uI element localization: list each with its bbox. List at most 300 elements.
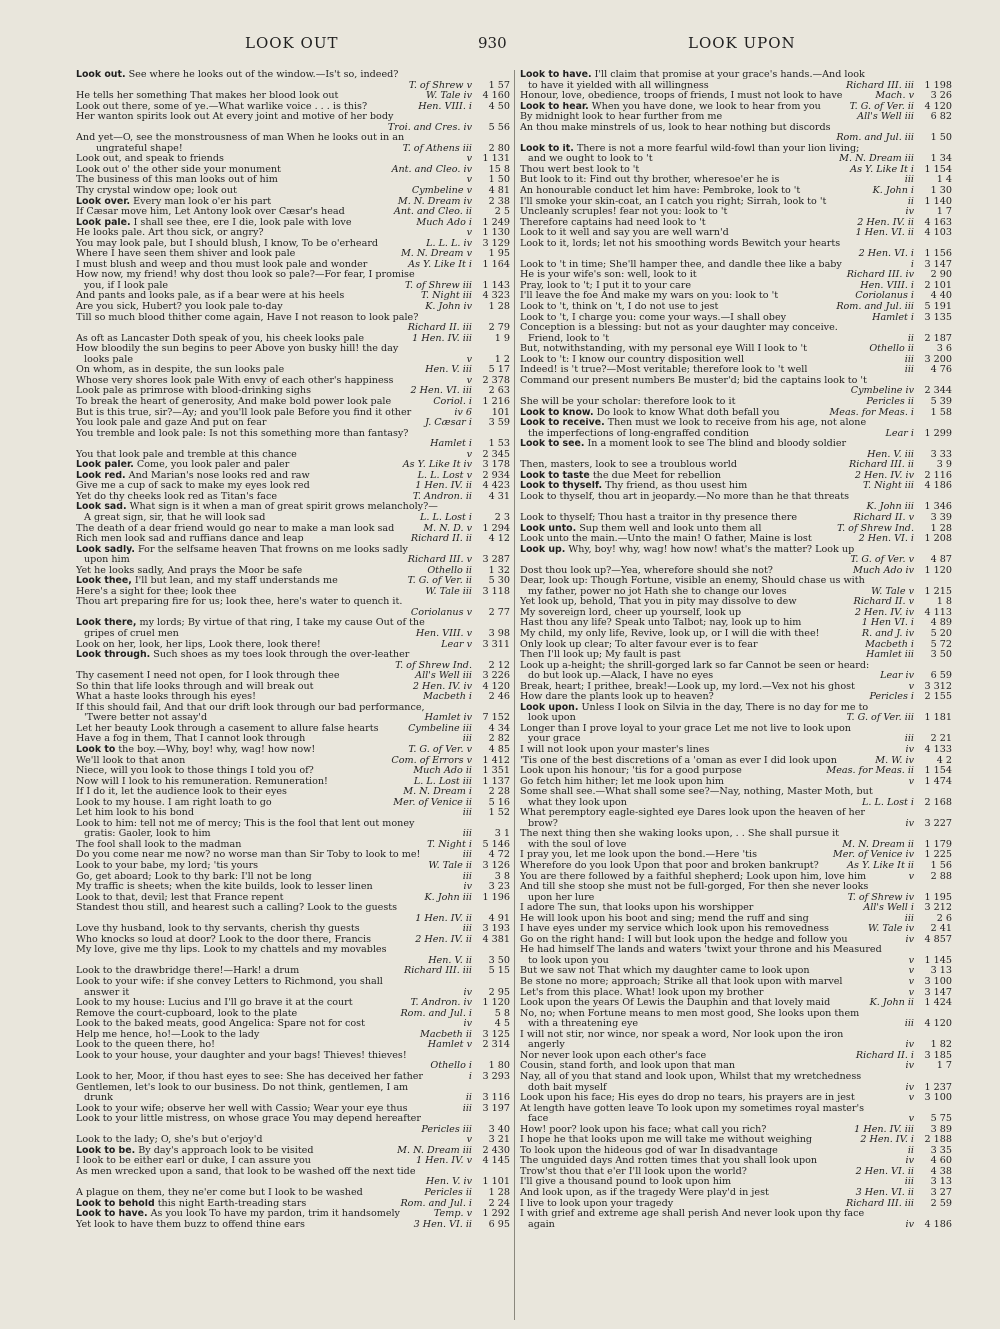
- entry-line: [520, 260, 952, 271]
- quotation-text: Who knocks so loud at door? Look to the door there, Francis: [76, 934, 371, 945]
- scene-line-reference: 1 137: [482, 776, 510, 787]
- play-reference: v: [908, 955, 914, 966]
- entry-line: [76, 882, 510, 893]
- quotation: [76, 1030, 416, 1041]
- play-reference: T. G. of Ver. v: [850, 555, 914, 566]
- scene-line-reference: 1 50: [930, 133, 952, 144]
- quotation: [520, 186, 869, 197]
- quotation-text: to have it yielded with all willingness: [528, 80, 709, 91]
- scene-line-reference: 2 344: [924, 386, 952, 397]
- quotation-text: I hope he that looks upon me will take me without weighing: [520, 1135, 813, 1146]
- entry-line: [520, 1199, 952, 1210]
- quotation: [76, 270, 468, 281]
- play-reference: Rom. and Jul. i: [400, 1198, 472, 1209]
- entry-line: [520, 840, 952, 851]
- play-reference: L. L. Lost v: [417, 470, 472, 481]
- scene-line-reference: 3 147: [924, 987, 952, 998]
- entry-line: [520, 671, 952, 682]
- quotation: [76, 344, 468, 355]
- scene-line-reference: 3 135: [924, 312, 952, 323]
- play-reference: L. L. Lost i: [862, 797, 914, 808]
- play-reference: Cymbeline v: [411, 186, 472, 197]
- scene-line-reference: 4 423: [482, 481, 510, 492]
- entry-line: [520, 112, 952, 123]
- play-reference: Richard III. ii: [849, 460, 914, 471]
- quotation: [520, 1177, 901, 1188]
- entry-line: [520, 1051, 952, 1062]
- quotation-text: Dost thou look up?—Yea, wherefore should she not?: [520, 565, 773, 576]
- entry-line: [76, 587, 510, 598]
- play-reference: v: [466, 1135, 472, 1146]
- play-reference: v: [908, 681, 914, 692]
- entry-line: [76, 355, 510, 366]
- entry-line: [520, 945, 952, 956]
- scene-line-reference: 1 80: [488, 1061, 510, 1072]
- play-reference: Hamlet iv: [424, 713, 472, 724]
- quotation-text: Thy casement I need not open, for I look through thee: [76, 671, 340, 682]
- quotation-text: Go, get aboard; Look to thy bark: I'll not be long: [76, 871, 312, 882]
- quotation-text: A plague on them, they ne'er come but I look to be washed: [76, 1187, 363, 1198]
- entry-line: [76, 988, 510, 999]
- play-reference: iii: [904, 175, 914, 186]
- quotation-text: Have a fog in them, That I cannot look through: [76, 734, 306, 745]
- entry-line: [76, 502, 510, 513]
- entry-line: [76, 872, 510, 883]
- quotation-text: Let her beauty Look through a casement to allure false hearts: [76, 723, 379, 734]
- entry-line: [520, 429, 952, 440]
- entry-line: [520, 397, 952, 408]
- entry-line: [76, 682, 510, 693]
- scene-line-reference: 5 17: [488, 365, 510, 376]
- quotation: [76, 587, 421, 598]
- entry-line: [520, 1209, 952, 1220]
- entry-line: [520, 165, 952, 176]
- quotation: [520, 429, 882, 440]
- quotation: [520, 745, 902, 756]
- quotation-text: Honour, love, obedience, troops of friends, I must not look to have: [520, 91, 843, 102]
- scene-line-reference: 3 13: [930, 966, 952, 977]
- quotation-text: Such shoes as my toes look through the over-leather: [150, 650, 410, 661]
- play-reference: Richard III. iii: [403, 966, 472, 977]
- play-reference: 1 Hen. IV. iii: [412, 333, 472, 344]
- quotation: [76, 893, 420, 904]
- quotation-text: look upon: [528, 713, 576, 724]
- quotation: [76, 903, 468, 914]
- play-reference: v: [908, 1093, 914, 1104]
- scene-line-reference: 3 40: [488, 1124, 510, 1135]
- quotation: [520, 808, 910, 819]
- quotation-text: 'Tis one of the best discretions of a 'oman as ever I did look upon: [520, 755, 837, 766]
- quotation-text: As men wrecked upon a sand, that look to be washed off the next tide: [76, 1166, 416, 1177]
- quotation: [76, 650, 468, 661]
- quotation-text: Till so much blood thither come again, Have I not reason to look pale?: [76, 312, 419, 323]
- entry-line: [520, 872, 952, 883]
- play-reference: T. of Shrew v: [408, 80, 472, 91]
- play-reference: W. Tale iv: [868, 924, 914, 935]
- entry-line: [76, 249, 510, 260]
- headword: Look to it.: [520, 143, 574, 154]
- quotation-text: Command our present numbers Be muster'd; bid the captains look to 't: [520, 375, 867, 386]
- quotation: [520, 819, 902, 830]
- play-reference: T. Night i: [427, 839, 472, 850]
- scene-line-reference: 1 351: [482, 766, 510, 777]
- scene-line-reference: 15 8: [488, 164, 510, 175]
- entry-line: [76, 133, 510, 144]
- entry-line: [520, 365, 952, 376]
- quotation: [76, 281, 401, 292]
- headword: Look unto.: [520, 523, 577, 534]
- headword: Look to: [76, 745, 116, 755]
- quotation: [76, 1019, 460, 1030]
- scene-line-reference: 4 381: [482, 934, 510, 945]
- quotation: [520, 945, 910, 956]
- quotation-text: I adore The sun, that looks upon his worshipper: [520, 903, 754, 914]
- entry-line: [520, 893, 952, 904]
- quotation: [520, 650, 862, 661]
- scene-line-reference: 6 82: [930, 112, 952, 123]
- entry-line: [76, 197, 510, 208]
- scene-line-reference: 5 56: [488, 122, 510, 133]
- play-reference: Troi. and Cres. iv: [387, 122, 472, 133]
- quotation-text: Thy crystal window ope; look out: [76, 186, 237, 197]
- quotation: [76, 882, 460, 893]
- quotation-text: How now, my friend! why dost thou look so pale?—For fear, I promise: [76, 270, 415, 281]
- quotation-text: upon him: [84, 555, 130, 566]
- play-reference: Hamlet iii: [865, 650, 914, 661]
- entry-line: [76, 966, 510, 977]
- play-reference: 2 Hen. VI. i: [858, 249, 914, 260]
- play-reference: J. Cæsar i: [425, 418, 472, 429]
- quotation: [520, 988, 905, 999]
- quotation-text: As oft as Lancaster Doth speak of you, his cheek looks pale: [76, 333, 365, 344]
- quotation-text: Look to 't in time; She'll hamper thee, and dandle thee like a baby: [520, 259, 842, 270]
- quotation: [520, 850, 829, 861]
- entry-line: [520, 481, 952, 492]
- scene-line-reference: 3 13: [930, 1177, 952, 1188]
- entry-line: [76, 207, 510, 218]
- quotation-text: you, if I look pale: [84, 280, 169, 291]
- scene-line-reference: 2 187: [924, 333, 952, 344]
- quotation: [76, 197, 394, 208]
- play-reference: iv: [905, 934, 914, 945]
- scene-line-reference: 1 225: [924, 850, 952, 861]
- entry-line: [76, 471, 510, 482]
- headword: Look to taste: [520, 470, 590, 481]
- scene-line-reference: 3 178: [482, 460, 510, 471]
- play-reference: iv: [463, 882, 472, 893]
- play-reference: M. N. Dream v: [400, 249, 472, 260]
- scene-line-reference: 3 311: [482, 639, 510, 650]
- entry-line: [520, 302, 952, 313]
- quotation: [520, 882, 910, 893]
- play-reference: Ant. and Cleo. iv: [391, 164, 472, 175]
- entry-line: [76, 218, 510, 229]
- scene-line-reference: 3 118: [482, 586, 510, 597]
- entry-line: [76, 1209, 510, 1220]
- quotation: [76, 1051, 468, 1062]
- entry-line: [520, 587, 952, 598]
- quotation-text: If I do it, let the audience look to their eyes: [76, 787, 287, 798]
- entry-line: [520, 903, 952, 914]
- entry-line: [520, 787, 952, 798]
- scene-line-reference: 5 146: [482, 839, 510, 850]
- quotation-text: Look to your wife: if she convey Letters to Richmond, you shall: [76, 977, 383, 988]
- entry-line: [76, 1156, 510, 1167]
- entry-line: [520, 186, 952, 197]
- scene-line-reference: 3 293: [482, 1071, 510, 1082]
- play-reference: iv: [905, 1061, 914, 1072]
- quotation-text: The death of a dear friend would go near to make a man look sad: [76, 523, 395, 534]
- quotation-text: As you look To have my pardon, trim it handsomely: [147, 1209, 400, 1220]
- headword: Look out.: [76, 70, 126, 80]
- play-reference: 1 Hen. IV. v: [415, 1156, 472, 1167]
- entry-line: [76, 924, 510, 935]
- entry-line: [76, 313, 510, 324]
- quotation-text: Therefore captains had need look to 't: [520, 217, 706, 228]
- scene-line-reference: 1 120: [482, 998, 510, 1009]
- scene-line-reference: 2 95: [488, 987, 510, 998]
- quotation-text: brow?: [528, 818, 558, 829]
- scene-line-reference: 3 6: [936, 344, 952, 355]
- quotation: [520, 408, 825, 419]
- entry-line: [76, 756, 510, 767]
- entry-line: [76, 513, 510, 524]
- play-reference: Coriolanus i: [855, 291, 914, 302]
- quotation-text: Go on the right hand: I will but look upon the hedge and follow you: [520, 934, 848, 945]
- quotation-text: And Marian's nose looks red and raw: [125, 470, 310, 481]
- quotation-text: your grace: [528, 734, 581, 745]
- quotation-text: But, notwithstanding, with my personal eye Will I look to 't: [520, 344, 807, 355]
- quotation: [76, 1209, 430, 1220]
- scene-line-reference: 1 145: [924, 955, 952, 966]
- quotation-text: What a haste looks through his eyes!: [76, 692, 256, 703]
- play-reference: W. Tale iii: [425, 586, 472, 597]
- quotation-text: But look to it: Find out thy brother, wheresoe'er he is: [520, 175, 780, 186]
- play-reference: iii: [462, 808, 472, 819]
- quotation: [76, 175, 463, 186]
- play-reference: Com. of Errors v: [391, 755, 472, 766]
- quotation-text: Look to 't: I know our country disposition well: [520, 354, 745, 365]
- scene-line-reference: 4 34: [488, 723, 510, 734]
- quotation: [520, 914, 901, 925]
- entry-line: [520, 281, 952, 292]
- entry-line: [76, 1093, 510, 1104]
- quotation-text: Look to it, lords; let not his smoothing words Bewitch your hearts: [520, 238, 841, 249]
- entry-line: [520, 1188, 952, 1199]
- quotation: [520, 334, 904, 345]
- scene-line-reference: 2 63: [488, 386, 510, 397]
- scene-line-reference: 1 346: [924, 502, 952, 513]
- scene-line-reference: 1 56: [930, 861, 952, 872]
- headword: Look paler.: [76, 460, 134, 471]
- quotation-text: Thou wert best look to 't: [520, 164, 640, 175]
- play-reference: Richard III. iv: [846, 270, 914, 281]
- entry-line: [76, 734, 510, 745]
- scene-line-reference: 5 75: [930, 1114, 952, 1125]
- play-reference: 2 Hen. IV. i: [860, 1135, 914, 1146]
- quotation: [520, 861, 843, 872]
- entry-line: [520, 1072, 952, 1083]
- scene-line-reference: 4 72: [488, 850, 510, 861]
- play-reference: 2 Hen. VI. ii: [855, 1166, 914, 1177]
- quotation: [520, 1167, 852, 1178]
- quotation: [76, 1146, 393, 1157]
- quotation: [76, 302, 421, 313]
- play-reference: 1 Hen. IV. ii: [415, 913, 472, 924]
- quotation-text: Hast thou any life? Speak unto Talbot; nay, look up to him: [520, 618, 802, 629]
- entry-line: [76, 640, 510, 651]
- quotation: [520, 154, 835, 165]
- play-reference: T. G. of Ver. v: [408, 745, 472, 755]
- entry-line: [520, 154, 952, 165]
- quotation-text: I'll leave the foe And make my wars on you: look to 't: [520, 291, 779, 302]
- entry-line: [520, 1009, 952, 1020]
- entry-line: [520, 218, 952, 229]
- play-reference: v: [908, 987, 914, 998]
- quotation-text: Why, boy! why, wag! how now! what's the matter? Look up: [565, 544, 855, 555]
- quotation-text: to look upon you: [528, 955, 609, 966]
- play-reference: ii: [465, 1093, 472, 1104]
- entry-line: [76, 1030, 510, 1041]
- quotation-text: Look to your little mistress, on whose grace You may depend hereafter: [76, 1114, 421, 1125]
- entry-line: [76, 650, 510, 661]
- scene-line-reference: 2 38: [488, 196, 510, 207]
- entry-line: [520, 1030, 952, 1041]
- play-reference: W. Tale v: [871, 586, 914, 597]
- quotation: [76, 566, 423, 577]
- scene-line-reference: 3 226: [482, 671, 510, 682]
- entry-line: [520, 724, 952, 735]
- headword: Look up.: [520, 544, 566, 555]
- entry-line: [520, 545, 952, 556]
- scene-line-reference: 5 30: [488, 576, 510, 587]
- quotation: [520, 397, 862, 408]
- quotation: [520, 1083, 902, 1094]
- headword: Look to behold: [76, 1198, 155, 1209]
- quotation-text: Conception is a blessing: but not as your daughter may conceive.: [520, 323, 838, 334]
- entry-line: [520, 376, 952, 387]
- entry-line: [76, 429, 510, 440]
- quotation: [76, 91, 422, 102]
- entry-line: [76, 861, 510, 872]
- quotation: [520, 1093, 905, 1104]
- scene-line-reference: 3 126: [482, 861, 510, 872]
- headword: Look to thyself.: [520, 481, 603, 492]
- quotation: [76, 945, 468, 956]
- scene-line-reference: 1 28: [488, 1187, 510, 1198]
- scene-line-reference: 1 101: [482, 1177, 510, 1188]
- quotation-text: Remove the court-cupboard, look to the plate: [76, 1008, 298, 1019]
- scene-line-reference: 1 130: [482, 228, 510, 239]
- play-reference: 3 Hen. VI. ii: [413, 1219, 472, 1230]
- scene-line-reference: 2 28: [488, 787, 510, 798]
- entry-line: [520, 1083, 952, 1094]
- play-reference: Richard II. ii: [410, 534, 472, 545]
- entry-line: [520, 1040, 952, 1051]
- running-head-right: LOOK UPON: [688, 34, 796, 52]
- play-reference: 1 Hen. VI. ii: [855, 228, 914, 239]
- quotation: [76, 924, 459, 935]
- quotation-text: To look upon the hideous god of war In disadvantage: [520, 1145, 778, 1156]
- play-reference: Hen. VIII. v: [415, 628, 472, 639]
- entry-line: [76, 893, 510, 904]
- quotation-text: I pray you, let me look upon the bond.—Here 'tis: [520, 850, 757, 861]
- quotation-text: You are there followed by a faithful shepherd; Look upon him, love him: [520, 871, 867, 882]
- quotation: [76, 1188, 420, 1199]
- scene-line-reference: 4 12: [488, 534, 510, 545]
- quotation-text: What peremptory eagle-sighted eye Dares look upon the heaven of her: [520, 808, 865, 819]
- entry-line: [76, 418, 510, 429]
- quotation-text: angerly: [528, 1040, 565, 1051]
- quotation: [520, 513, 850, 524]
- play-reference: Hamlet i: [872, 312, 914, 323]
- play-reference: Lear i: [885, 428, 914, 439]
- entry-line: [76, 175, 510, 186]
- play-reference: v: [908, 776, 914, 787]
- scene-line-reference: 4 40: [930, 291, 952, 302]
- scene-line-reference: 2 46: [488, 692, 510, 703]
- play-reference: All's Well i: [863, 903, 914, 914]
- quotation-text: face: [528, 1114, 549, 1125]
- play-reference: ii: [907, 1145, 914, 1156]
- play-reference: Lear v: [441, 639, 472, 650]
- quotation: [520, 313, 868, 324]
- quotation-text: We'll look to that anon: [76, 755, 186, 766]
- quotation-text: My love, give me thy lips. Look to my chattels and my movables: [76, 945, 387, 956]
- scene-line-reference: 1 215: [924, 586, 952, 597]
- scene-line-reference: 4 91: [488, 913, 510, 924]
- quotation-text: You tremble and look pale: Is not this something more than fantasy?: [76, 428, 409, 439]
- entry-line: [520, 692, 952, 703]
- entry-line: [520, 270, 952, 281]
- scene-line-reference: 6 59: [930, 671, 952, 682]
- quotation: [76, 144, 399, 155]
- play-reference: Hen. V. ii: [428, 955, 472, 966]
- entry-line: [520, 534, 952, 545]
- quotation: [520, 1188, 852, 1199]
- entry-line: [76, 1146, 510, 1157]
- quotation-text: I'll but lean, and my staff understands me: [131, 576, 338, 587]
- scene-line-reference: 3 100: [924, 1093, 952, 1104]
- quotation: [76, 966, 400, 977]
- entry-line: [76, 439, 510, 450]
- entry-line: [76, 376, 510, 387]
- quotation: [520, 1125, 850, 1136]
- entry-line: [76, 1104, 510, 1115]
- play-reference: L. L. L. iv: [426, 238, 472, 249]
- play-reference: iv: [905, 1219, 914, 1230]
- quotation: [520, 291, 851, 302]
- play-reference: iii: [904, 1019, 914, 1030]
- entry-line: [76, 186, 510, 197]
- quotation-text: He will look upon his boot and sing; mend the ruff and sing: [520, 913, 809, 924]
- play-reference: 1 Hen. IV. ii: [415, 481, 472, 492]
- quotation-text: Come, you look paler and paler: [133, 460, 290, 471]
- headword: Look sad.: [76, 502, 127, 513]
- quotation: [520, 798, 858, 809]
- entry-line: [76, 397, 510, 408]
- scene-line-reference: 1 32: [488, 565, 510, 576]
- quotation: [520, 481, 859, 492]
- scene-line-reference: 3 200: [924, 354, 952, 365]
- quotation-text: What sign is it when a man of great spirit grows melancholy?—: [126, 502, 438, 513]
- quotation-text: He looks pale. Art thou sick, or angry?: [76, 228, 264, 239]
- quotation-text: In a moment look to see The blind and bloody soldier: [584, 439, 847, 450]
- play-reference: Othello i: [430, 1061, 472, 1072]
- play-reference: As Y. Like It i: [850, 164, 914, 175]
- quotation-text: Trow'st thou that e'er I'll look upon the world?: [520, 1166, 747, 1177]
- play-reference: Richard III. iii: [845, 80, 914, 91]
